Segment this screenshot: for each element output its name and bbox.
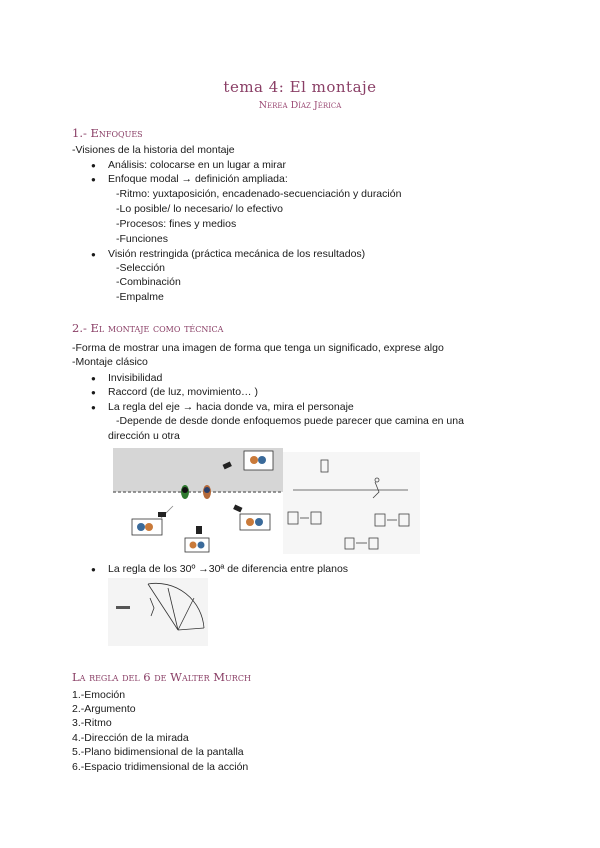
section-heading-enfoques: 1.- Enfoques [72, 126, 143, 140]
section-heading-regla-6: La regla del 6 de Walter Murch [72, 670, 251, 684]
sub-item: -Empalme [116, 291, 164, 303]
list-item: 4.-Dirección de la mirada [72, 732, 189, 744]
sub-item: dirección u otra [108, 430, 180, 442]
sub-item: -Lo posible/ lo necesario/ lo efectivo [116, 203, 283, 215]
list-item: Visión restringida (práctica mecánica de los resultados) [108, 248, 366, 260]
sub-item: -Procesos: fines y medios [116, 218, 237, 230]
bullet-icon: ● [91, 565, 96, 574]
bullet-icon: ● [91, 388, 96, 397]
bullet-icon: ● [91, 161, 96, 170]
list-item: La regla del eje → hacia donde va, mira el personaje [108, 401, 354, 413]
section-intro: -Montaje clásico [72, 356, 148, 368]
list-item: Invisibilidad [108, 372, 163, 384]
thirty-degree-sketch [108, 578, 208, 646]
sub-item: -Combinación [116, 276, 181, 288]
list-item: 1.-Emoción [72, 689, 126, 701]
axis-sketch-image [283, 452, 420, 554]
list-item: 6.-Espacio tridimensional de la acción [72, 761, 249, 773]
list-item: Enfoque modal → definición ampliada: [108, 173, 288, 185]
list-item: 2.-Argumento [72, 703, 136, 715]
bullet-icon: ● [91, 374, 96, 383]
page-title: tema 4: El montaje [223, 78, 377, 96]
sub-item: -Depende de desde donde enfoquemos puede parecer que camina en una [116, 415, 464, 427]
list-item: 3.-Ritmo [72, 717, 112, 729]
list-item: Raccord (de luz, movimiento… ) [108, 386, 258, 398]
bullet-icon: ● [91, 403, 96, 412]
sub-item: -Ritmo: yuxtaposición, encadenado-secuenciación y duración [116, 188, 402, 200]
list-item: 5.-Plano bidimensional de la pantalla [72, 746, 244, 758]
section-intro: -Visiones de la historia del montaje [72, 144, 235, 156]
sub-item: -Funciones [116, 233, 168, 245]
author-name: Nerea Díaz Jérica [258, 100, 342, 111]
list-item: Análisis: colocarse en un lugar a mirar [108, 159, 286, 171]
list-item: La regla de los 30º →30ª de diferencia entre planos [108, 563, 349, 575]
bullet-icon: ● [91, 250, 96, 259]
section-intro: -Forma de mostrar una imagen de forma que tenga un significado, exprese algo [72, 342, 444, 354]
sub-item: -Selección [116, 262, 166, 274]
bullet-icon: ● [91, 175, 96, 184]
axis-rule-diagram [113, 448, 283, 554]
section-heading-montaje-tecnica: 2.- El montaje como técnica [72, 321, 224, 335]
